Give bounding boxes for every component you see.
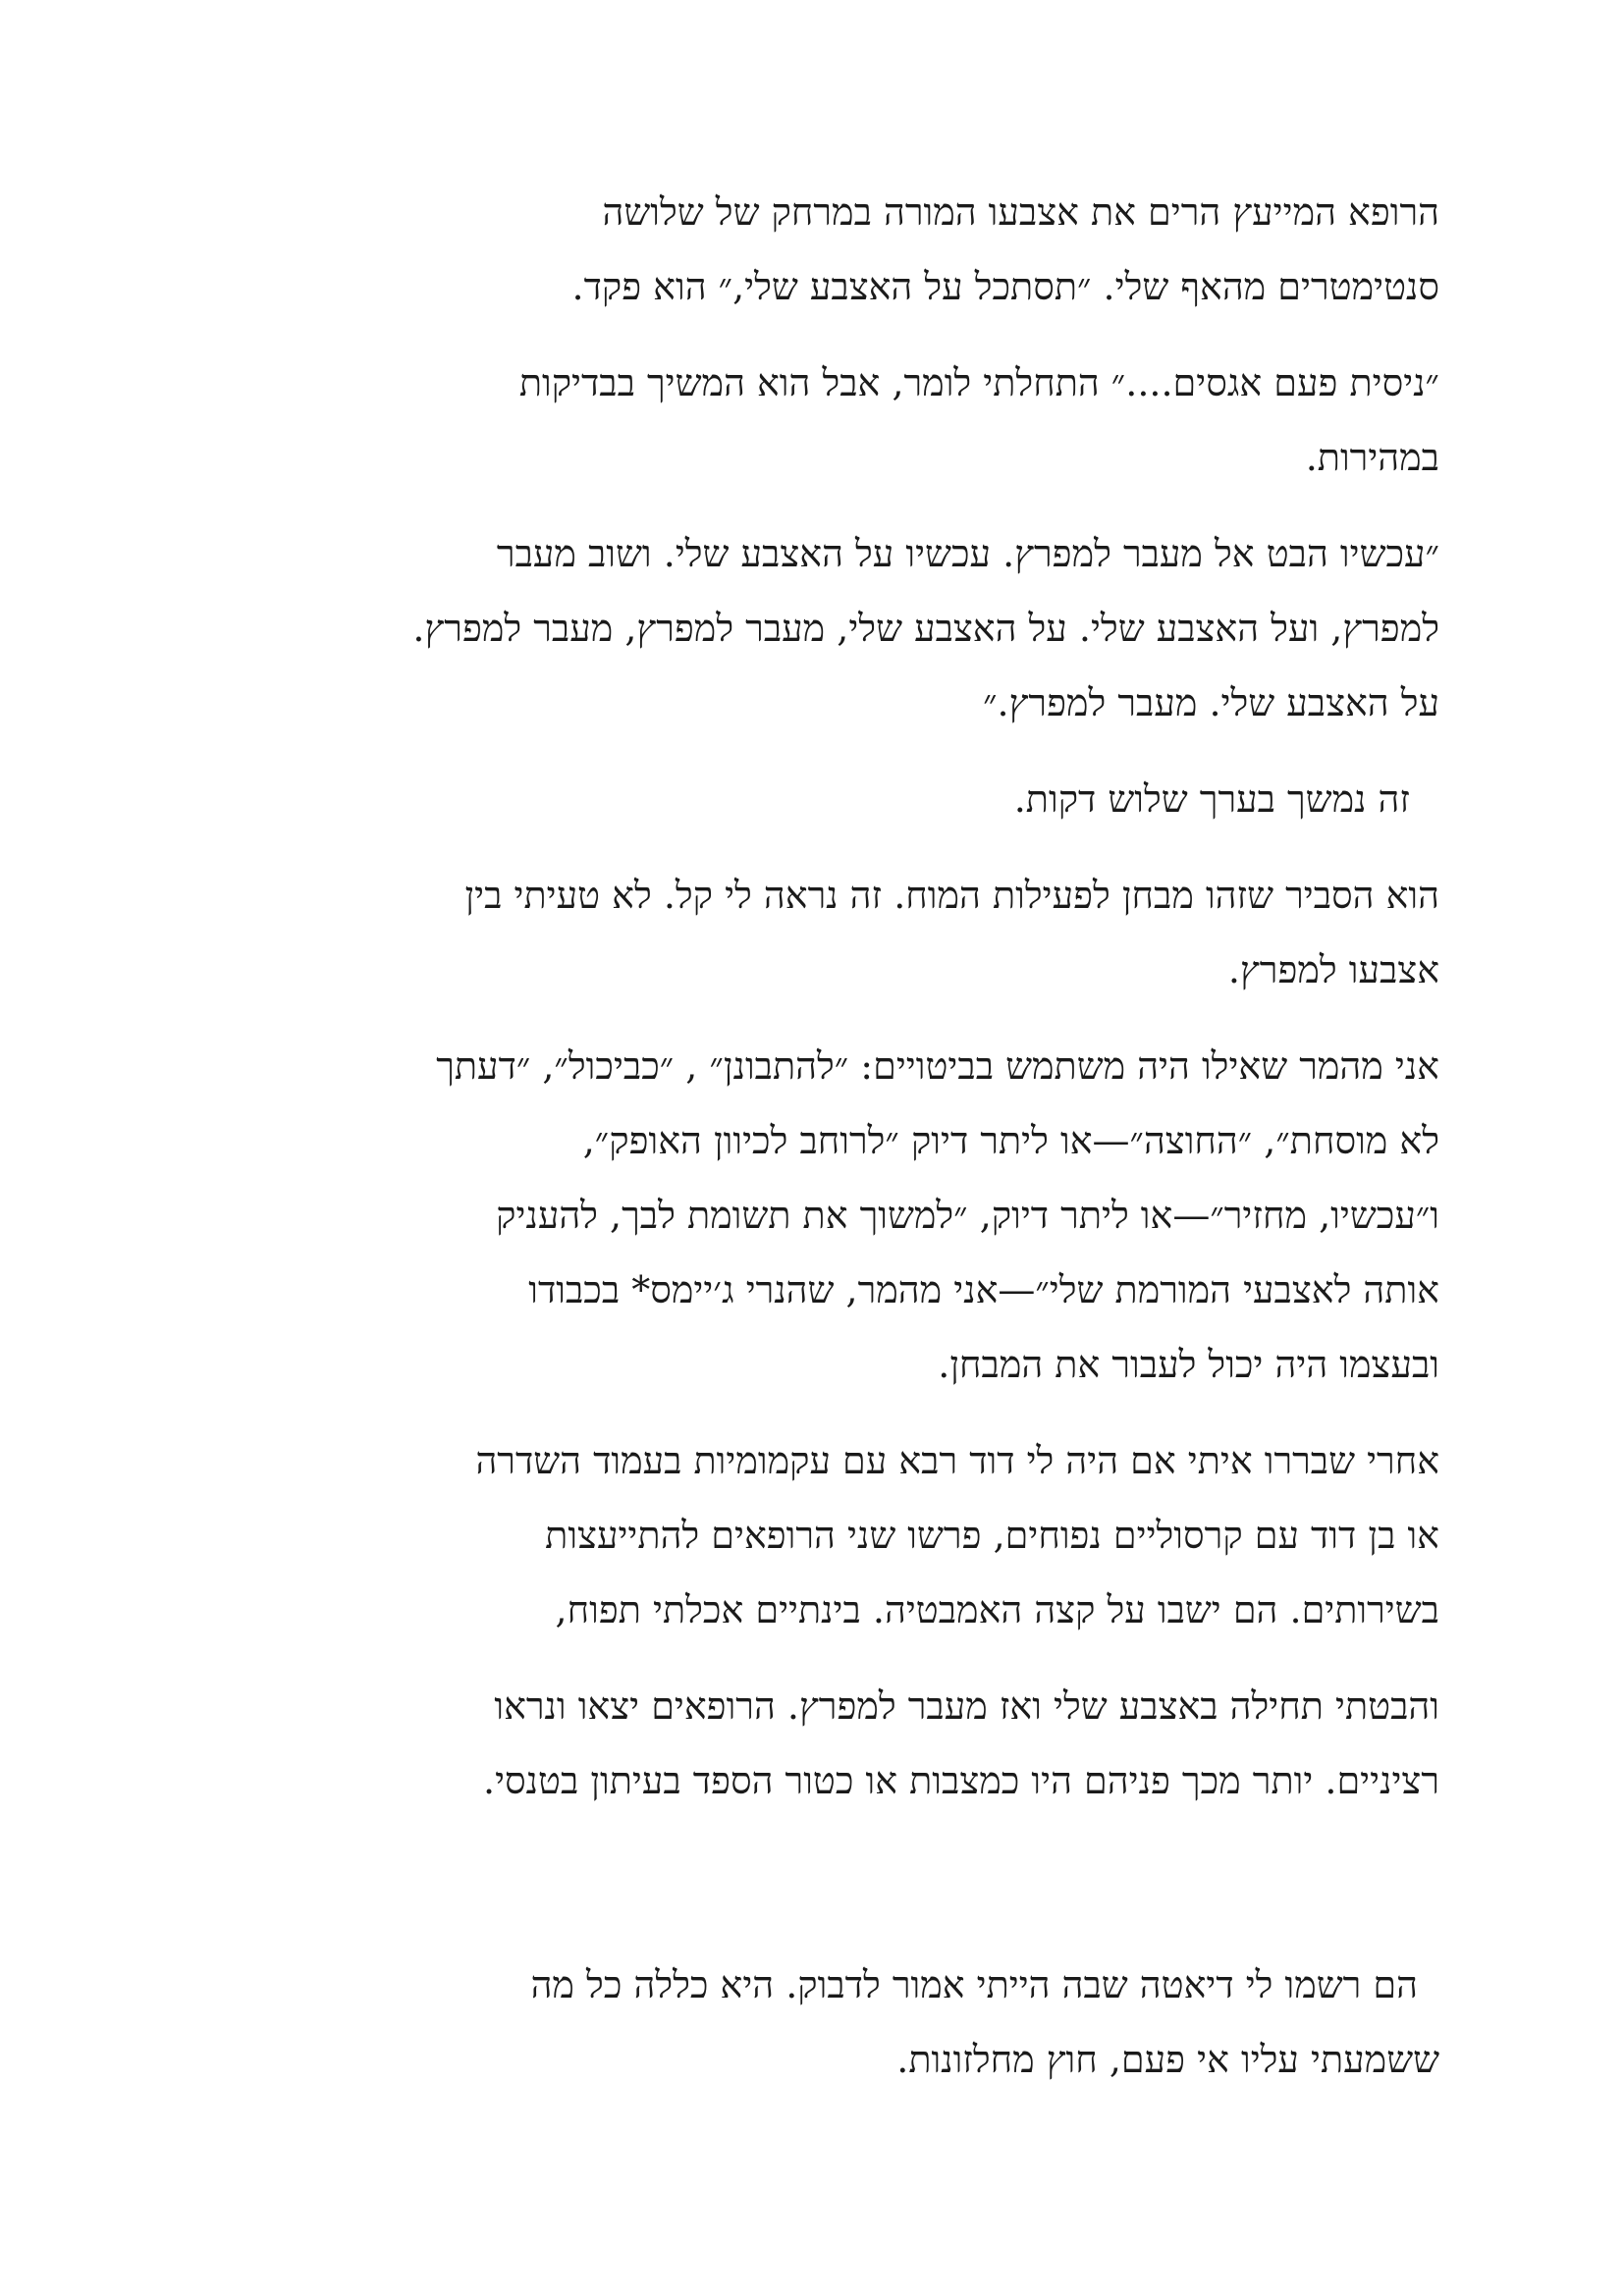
paragraph-1	[173, 175, 1439, 324]
paragraph-4	[173, 762, 1439, 836]
text-line: ״ניסית פעם אגסים....״ התחלתי לומר, אבל הוא המשיך בבדיקות	[518, 361, 1439, 404]
paragraph-8	[173, 1669, 1439, 1818]
paragraph-7	[173, 1423, 1439, 1647]
text-line: רציניים. יותר מכך פניהם היו כמצבות או כטור הספד בעיתון בטנסי.	[482, 1759, 1439, 1802]
text-line: והבטתי תחילה באצבע שלי ואז מעבר למפרץ. הרופאים יצאו ונראו	[494, 1684, 1439, 1728]
text-line: אותה לאצבעי המורמת שלי״—אני מהמר, שהנרי ג׳יימס* בכבודו	[528, 1268, 1439, 1311]
paragraph-6	[173, 1029, 1439, 1402]
text-line: במהירות.	[1305, 436, 1439, 479]
paragraph-3	[173, 516, 1439, 740]
paragraph-5	[173, 858, 1439, 1007]
text-line: על האצבע שלי. מעבר למפרץ.״	[983, 681, 1439, 724]
text-line: הרופא המייעץ הרים את אצבעו המורה במרחק של שלושה	[602, 190, 1439, 234]
text-line: או בן דוד עם קרסוליים נפוחים, פרשו שני הרופאים להתייעצות	[545, 1514, 1439, 1557]
body-text	[173, 175, 1439, 2118]
text-line: סנטימטרים מהאף שלי. ״תסתכל על האצבע שלי,״ הוא פקד.	[571, 265, 1439, 308]
text-line: ״עכשיו הבט אל מעבר למפרץ. עכשיו על האצבע שלי. ושוב מעבר	[496, 532, 1439, 575]
text-line: אני מהמר שאילו היה משתמש בביטויים: ״להתבונן״ , ״כביכול״, ״דעתך	[436, 1044, 1439, 1088]
text-line: אצבעו למפרץ.	[1227, 948, 1439, 991]
text-line: הם רשמו לי דיאטה שבה הייתי אמור לדבוק. היא כללה כל מה	[530, 1963, 1418, 2006]
text-line: בשירותים. הם ישבו על קצה האמבטיה. בינתיים אכלתי תפוח,	[555, 1588, 1439, 1631]
text-line: לא מוסחת״, ״החוצה״—או ליתר דיוק ״לרוחב לכיוון האופק״,	[582, 1119, 1439, 1162]
paragraph-2	[173, 346, 1439, 495]
text-line: ו״עכשיו, מחזיר״—או ליתר דיוק, ״למשוך את תשומת לבך, להעניק	[496, 1194, 1439, 1237]
text-line: למפרץ, ועל האצבע שלי. על האצבע שלי, מעבר למפרץ, מעבר למפרץ.	[412, 607, 1439, 650]
text-line: זה נמשך בערך שלוש דקות.	[1013, 777, 1410, 821]
paragraph-9	[173, 1948, 1439, 2097]
text-line: הוא הסביר שזהו מבחן לפעילות המוח. זה נראה לי קל. לא טעיתי בין	[464, 874, 1439, 917]
section-gap	[173, 1840, 1439, 1948]
text-line: אחרי שבררו איתי אם היה לי דוד רבא עם עקמומיות בעמוד השדרה	[475, 1439, 1439, 1482]
text-line: ששמעתי עליו אי פעם, חוץ מחלזונות.	[896, 2038, 1439, 2081]
text-line: ובעצמו היה יכול לעבור את המבחן.	[938, 1343, 1439, 1386]
